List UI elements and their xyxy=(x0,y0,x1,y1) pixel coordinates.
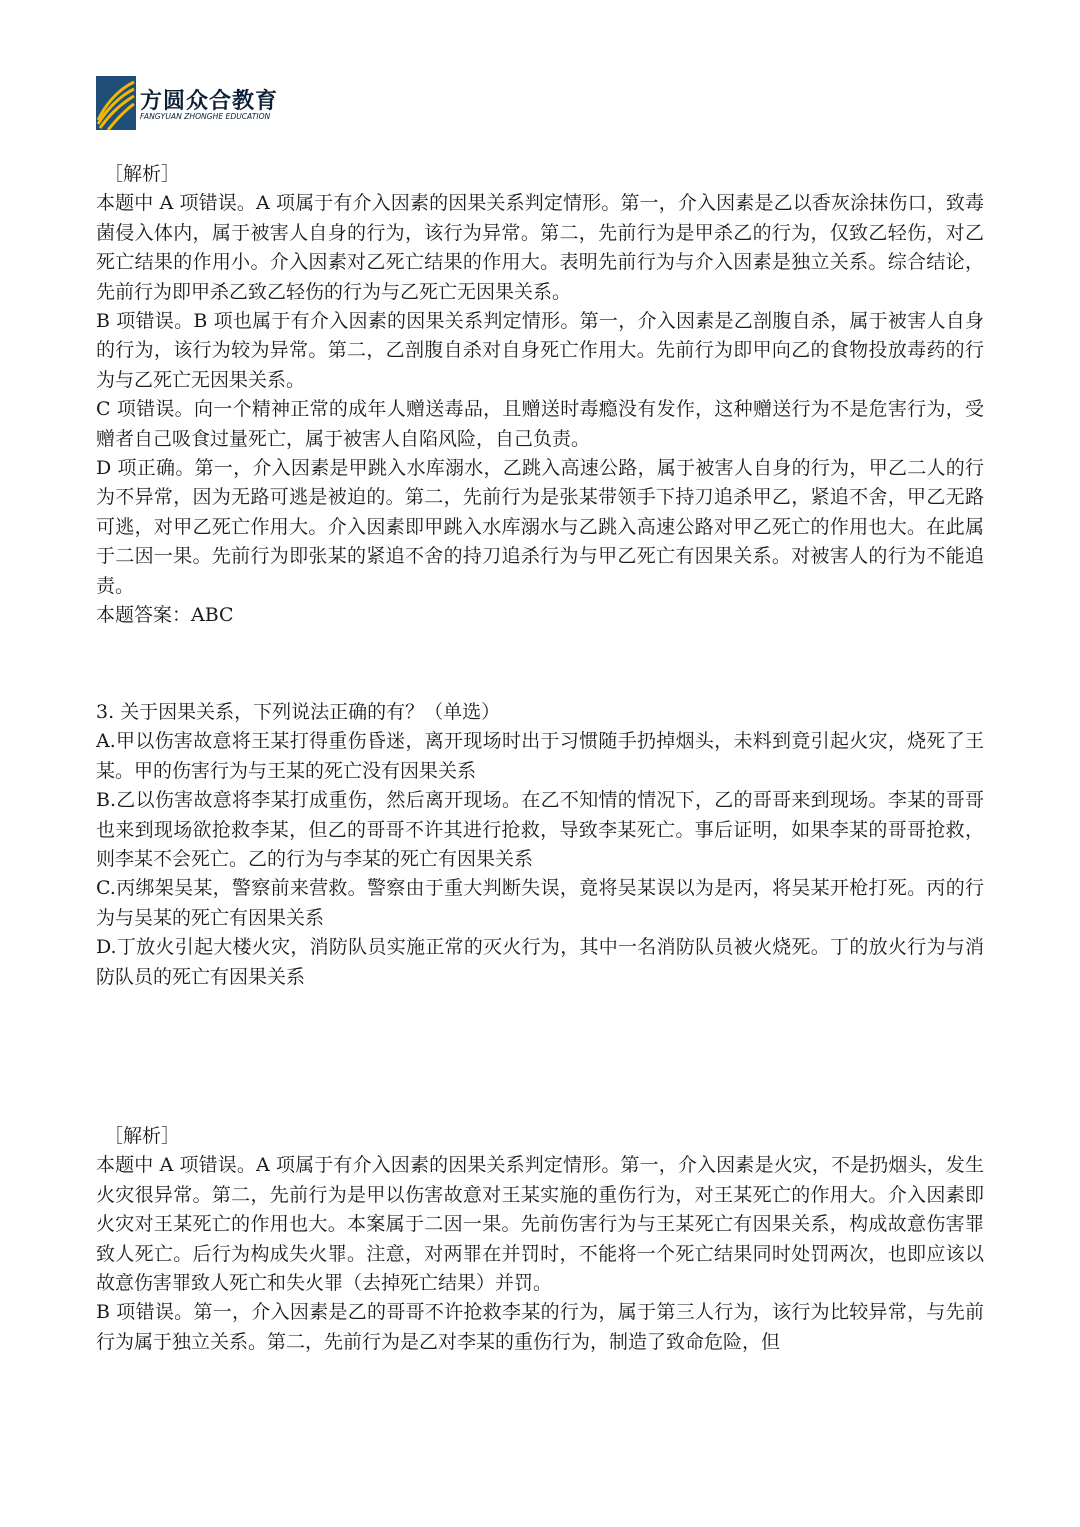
question-option-a: A.甲以伤害故意将王某打得重伤昏迷，离开现场时出于习惯随手扔掉烟头，未料到竟引起火灾，烧死了王某。甲的伤害行为与王某的死亡没有因果关系 xyxy=(96,730,984,782)
brand-name: 方圆众合教育 xyxy=(140,89,279,114)
analysis-paragraph-b: B 项错误。B 项也属于有介入因素的因果关系判定情形。第一，介入因素是乙剖腹自杀，属于被害人自身的行为，该行为较为异常。第二，乙剖腹自杀对自身死亡作用大。先前行为即甲向乙的食物投放毒药的行为与乙死亡无因果关系。 xyxy=(96,310,984,391)
question-option-c: C.丙绑架吴某，警察前来营救。警察由于重大判断失误，竟将吴某误以为是丙，将吴某开枪打死。丙的行为与吴某的死亡有因果关系 xyxy=(96,877,984,929)
analysis-section-2 xyxy=(96,1122,984,1357)
analysis-paragraph-b: B 项错误。第一，介入因素是乙的哥哥不许抢救李某的行为，属于第三人行为，该行为比较异常，与先前行为属于独立关系。第二，先前行为是乙对李某的重伤行为，制造了致命危险，但 xyxy=(96,1301,984,1353)
brand-logo xyxy=(96,76,296,132)
analysis-paragraph-a: 本题中 A 项错误。A 项属于有介入因素的因果关系判定情形。第一，介入因素是火灾，不是扔烟头，发生火灾很异常。第二，先前行为是甲以伤害故意对王某实施的重伤行为，对王某死亡的作用大。介入因素即火灾对王某死亡的作用也大。本案属于二因一果。先前伤害行为与王某死亡有因果关系，构成故意伤害罪致人死亡。后行为构成失火罪。注意，对两罪在并罚时，不能将一个死亡结果同时处罚两次，也即应该以故意伤害罪致人死亡和失火罪（去掉死亡结果）并罚。 xyxy=(96,1154,984,1295)
analysis-paragraph-a: 本题中 A 项错误。A 项属于有介入因素的因果关系判定情形。第一，介入因素是乙以香灰涂抹伤口，致毒菌侵入体内，属于被害人自身的行为，该行为异常。第二，先前行为是甲杀乙的行为，仅致乙轻伤，对乙死亡结果的作用小。介入因素对乙死亡结果的作用大。表明先前行为与介入因素是独立关系。综合结论，先前行为即甲杀乙致乙轻伤的行为与乙死亡无因果关系。 xyxy=(96,192,984,303)
logo-mark-icon xyxy=(96,76,136,130)
analysis-paragraph-d: D 项正确。第一，介入因素是甲跳入水库溺水，乙跳入高速公路，属于被害人自身的行为，甲乙二人的行为不异常，因为无路可逃是被迫的。第二，先前行为是张某带领手下持刀追杀甲乙，紧追不舍，甲乙无路可逃，对甲乙死亡作用大。介入因素即甲跳入水库溺水与乙跳入高速公路对甲乙死亡的作用也大。在此属于二因一果。先前行为即张某的紧追不舍的持刀追杀行为与甲乙死亡有因果关系。对被害人的行为不能追责。 xyxy=(96,457,984,597)
analysis-section-1 xyxy=(96,160,984,631)
question-option-d: D.丁放火引起大楼火灾，消防队员实施正常的灭火行为，其中一名消防队员被火烧死。丁的放火行为与消防队员的死亡有因果关系 xyxy=(96,936,984,988)
analysis-paragraph-c: C 项错误。向一个精神正常的成年人赠送毒品，且赠送时毒瘾没有发作，这种赠送行为不是危害行为，受赠者自己吸食过量死亡，属于被害人自陷风险，自己负责。 xyxy=(96,398,984,450)
question-3 xyxy=(96,698,984,992)
question-stem: 3. 关于因果关系，下列说法正确的有？（单选） xyxy=(96,701,501,723)
question-option-b: B.乙以伤害故意将李某打成重伤，然后离开现场。在乙不知情的情况下，乙的哥哥来到现场。李某的哥哥也来到现场欲抢救李某，但乙的哥哥不许其进行抢救，导致李某死亡。事后证明，如果李某的哥哥抢救，则李某不会死亡。乙的行为与李某的死亡有因果关系 xyxy=(96,789,984,871)
analysis-label: ［解析］ xyxy=(104,163,181,185)
analysis-label: ［解析］ xyxy=(104,1125,181,1147)
brand-subtitle: FANGYUAN ZHONGHE EDUCATION xyxy=(140,112,271,121)
answer-line: 本题答案：ABC xyxy=(96,604,234,627)
